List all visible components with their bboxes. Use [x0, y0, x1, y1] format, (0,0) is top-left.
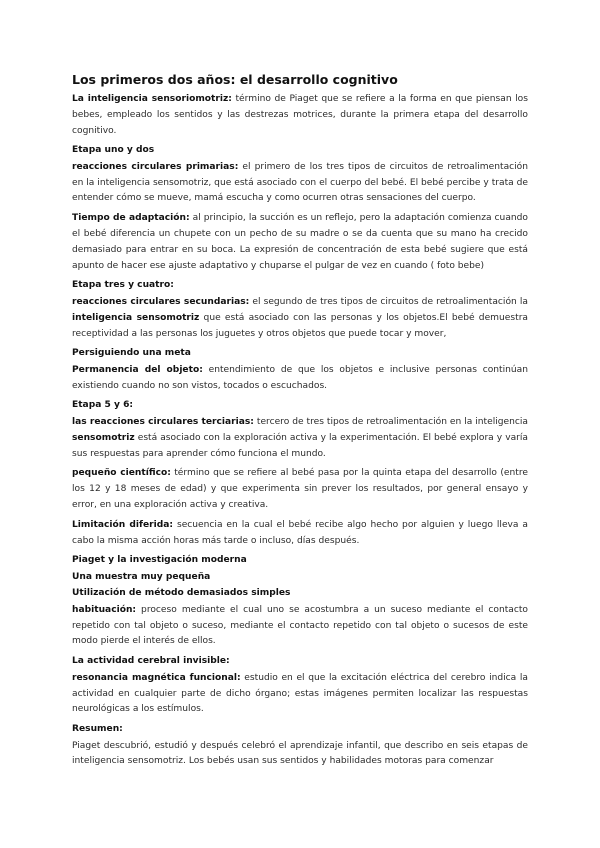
term-label: La inteligencia sensoriomotriz:: [72, 94, 232, 104]
paragraph: [72, 295, 528, 342]
section-heading: Utilización de método demasiados simples: [72, 588, 291, 599]
paragraph-text: el primero de los tres tipos de circuitos de retroalimentación en la inteligencia sensomotriz, que está asociado con el cuerpo del bebé. El bebé percibe y trata de entender cómo se mueve, mamá escucha y como ocurren otras sensaciones del cuerpo.: [72, 161, 528, 204]
term-label: inteligencia sensomotriz: [72, 312, 200, 323]
term-label: pequeño científico:: [72, 468, 171, 479]
document-body: [72, 92, 528, 770]
section-heading: La actividad cerebral invisible:: [72, 656, 230, 667]
paragraph: [72, 603, 528, 650]
paragraph-text: que está asociado con las personas y los objetos.El bebé demuestra receptividad a las personas los juguetes y otros objetos que puede tocar y mover,: [72, 312, 529, 339]
paragraph-text: secuencia en la cual el bebé recibe algo hecho por alguien y luego lleva a cabo la misma acción horas más tarde o incluso, días después.: [72, 519, 528, 546]
paragraph-text: al principio, la succión es un reflejo, pero la adaptación comienza cuando el bebé diferencia un chupete con un pecho de su madre o se da cuenta que su mano ha crecido demasiado para entrar en su boca. La expresión de concentración de esta bebé sugiere que está apunto de hacer ese ajuste adaptativo y chuparse el pulgar de vez en cuando ( foto bebe): [72, 213, 528, 271]
section-heading: Piaget y la investigación moderna: [72, 555, 247, 566]
paragraph-text: tercero de tres tipos de retroalimentación en la inteligencia: [253, 416, 529, 427]
paragraph: [72, 415, 528, 462]
section-heading: Etapa 5 y 6:: [72, 400, 134, 411]
term-label: resonancia magnética funcional:: [72, 672, 241, 683]
page-title: Los primeros dos años: el desarrollo cognitivo: [72, 72, 398, 87]
term-label: habituación:: [72, 604, 137, 615]
paragraph-text: Piaget descubrió, estudió y después celebró el aprendizaje infantil, que describo en seis etapas de inteligencia sensomotriz. Los bebés usan sus sentidos y habilidades motoras para comenzar: [72, 740, 528, 767]
term-label: Limitación diferida:: [72, 519, 174, 530]
paragraph: [72, 739, 528, 771]
section-heading: Resumen:: [72, 724, 123, 735]
document-content: [72, 72, 528, 774]
paragraph: [72, 363, 528, 395]
term-label: sensomotriz: [72, 432, 135, 443]
paragraph: [72, 671, 528, 718]
paragraph-text: término que se refiere al bebé pasa por la quinta etapa del desarrollo (entre los 12 y 18 meses de edad) y que experimenta sin prever los resultados, por general ensayo y error, en una exploración activa y creativa.: [72, 468, 528, 510]
paragraph-text: término de Piaget que se refiere a la forma en que piensan los bebes, empleado los sentidos y las destrezas motrices, durante la primera etapa del desarrollo cognitivo.: [72, 94, 528, 136]
term-label: reacciones circulares secundarias:: [72, 296, 250, 307]
paragraph-text: el segundo de tres tipos de circuitos de retroalimentación la: [249, 296, 528, 307]
paragraph: [72, 160, 528, 207]
term-label: Permanencia del objeto:: [72, 364, 203, 375]
section-heading: Etapa uno y dos: [72, 145, 155, 156]
term-label: las reacciones circulares terciarias:: [72, 416, 254, 427]
term-label: Tiempo de adaptación:: [72, 213, 190, 224]
paragraph-text: proceso mediante el cual uno se acostumbra a un suceso mediante el contacto repetido con tal objeto o suceso, mediante el contacto repetido con tal objeto o sucesos de este modo pierde el interés de ellos.: [72, 604, 528, 647]
section-heading: Etapa tres y cuatro:: [72, 280, 174, 291]
paragraph: [72, 211, 528, 274]
section-heading: Una muestra muy pequeña: [72, 571, 211, 582]
paragraph: [72, 92, 528, 139]
paragraph-text: entendimiento de que los objetos e inclusive personas continúan existiendo cuando no son vistos, tocados o escuchados.: [72, 364, 528, 391]
term-label: reacciones circulares primarias:: [72, 161, 239, 172]
paragraph-text: estudio en el que la excitación eléctrica del cerebro indica la actividad en cualquier parte de dicho órgano; estas imágenes permiten localizar las respuestas neurológicas a los estímulos.: [72, 672, 528, 715]
paragraph: [72, 466, 528, 513]
paragraph: [72, 518, 528, 550]
paragraph-text: está asociado con la exploración activa y la experimentación. El bebé explora y varía sus respuestas para aprender cómo funciona el mundo.: [72, 432, 528, 459]
section-heading: Persiguiendo una meta: [72, 348, 191, 359]
